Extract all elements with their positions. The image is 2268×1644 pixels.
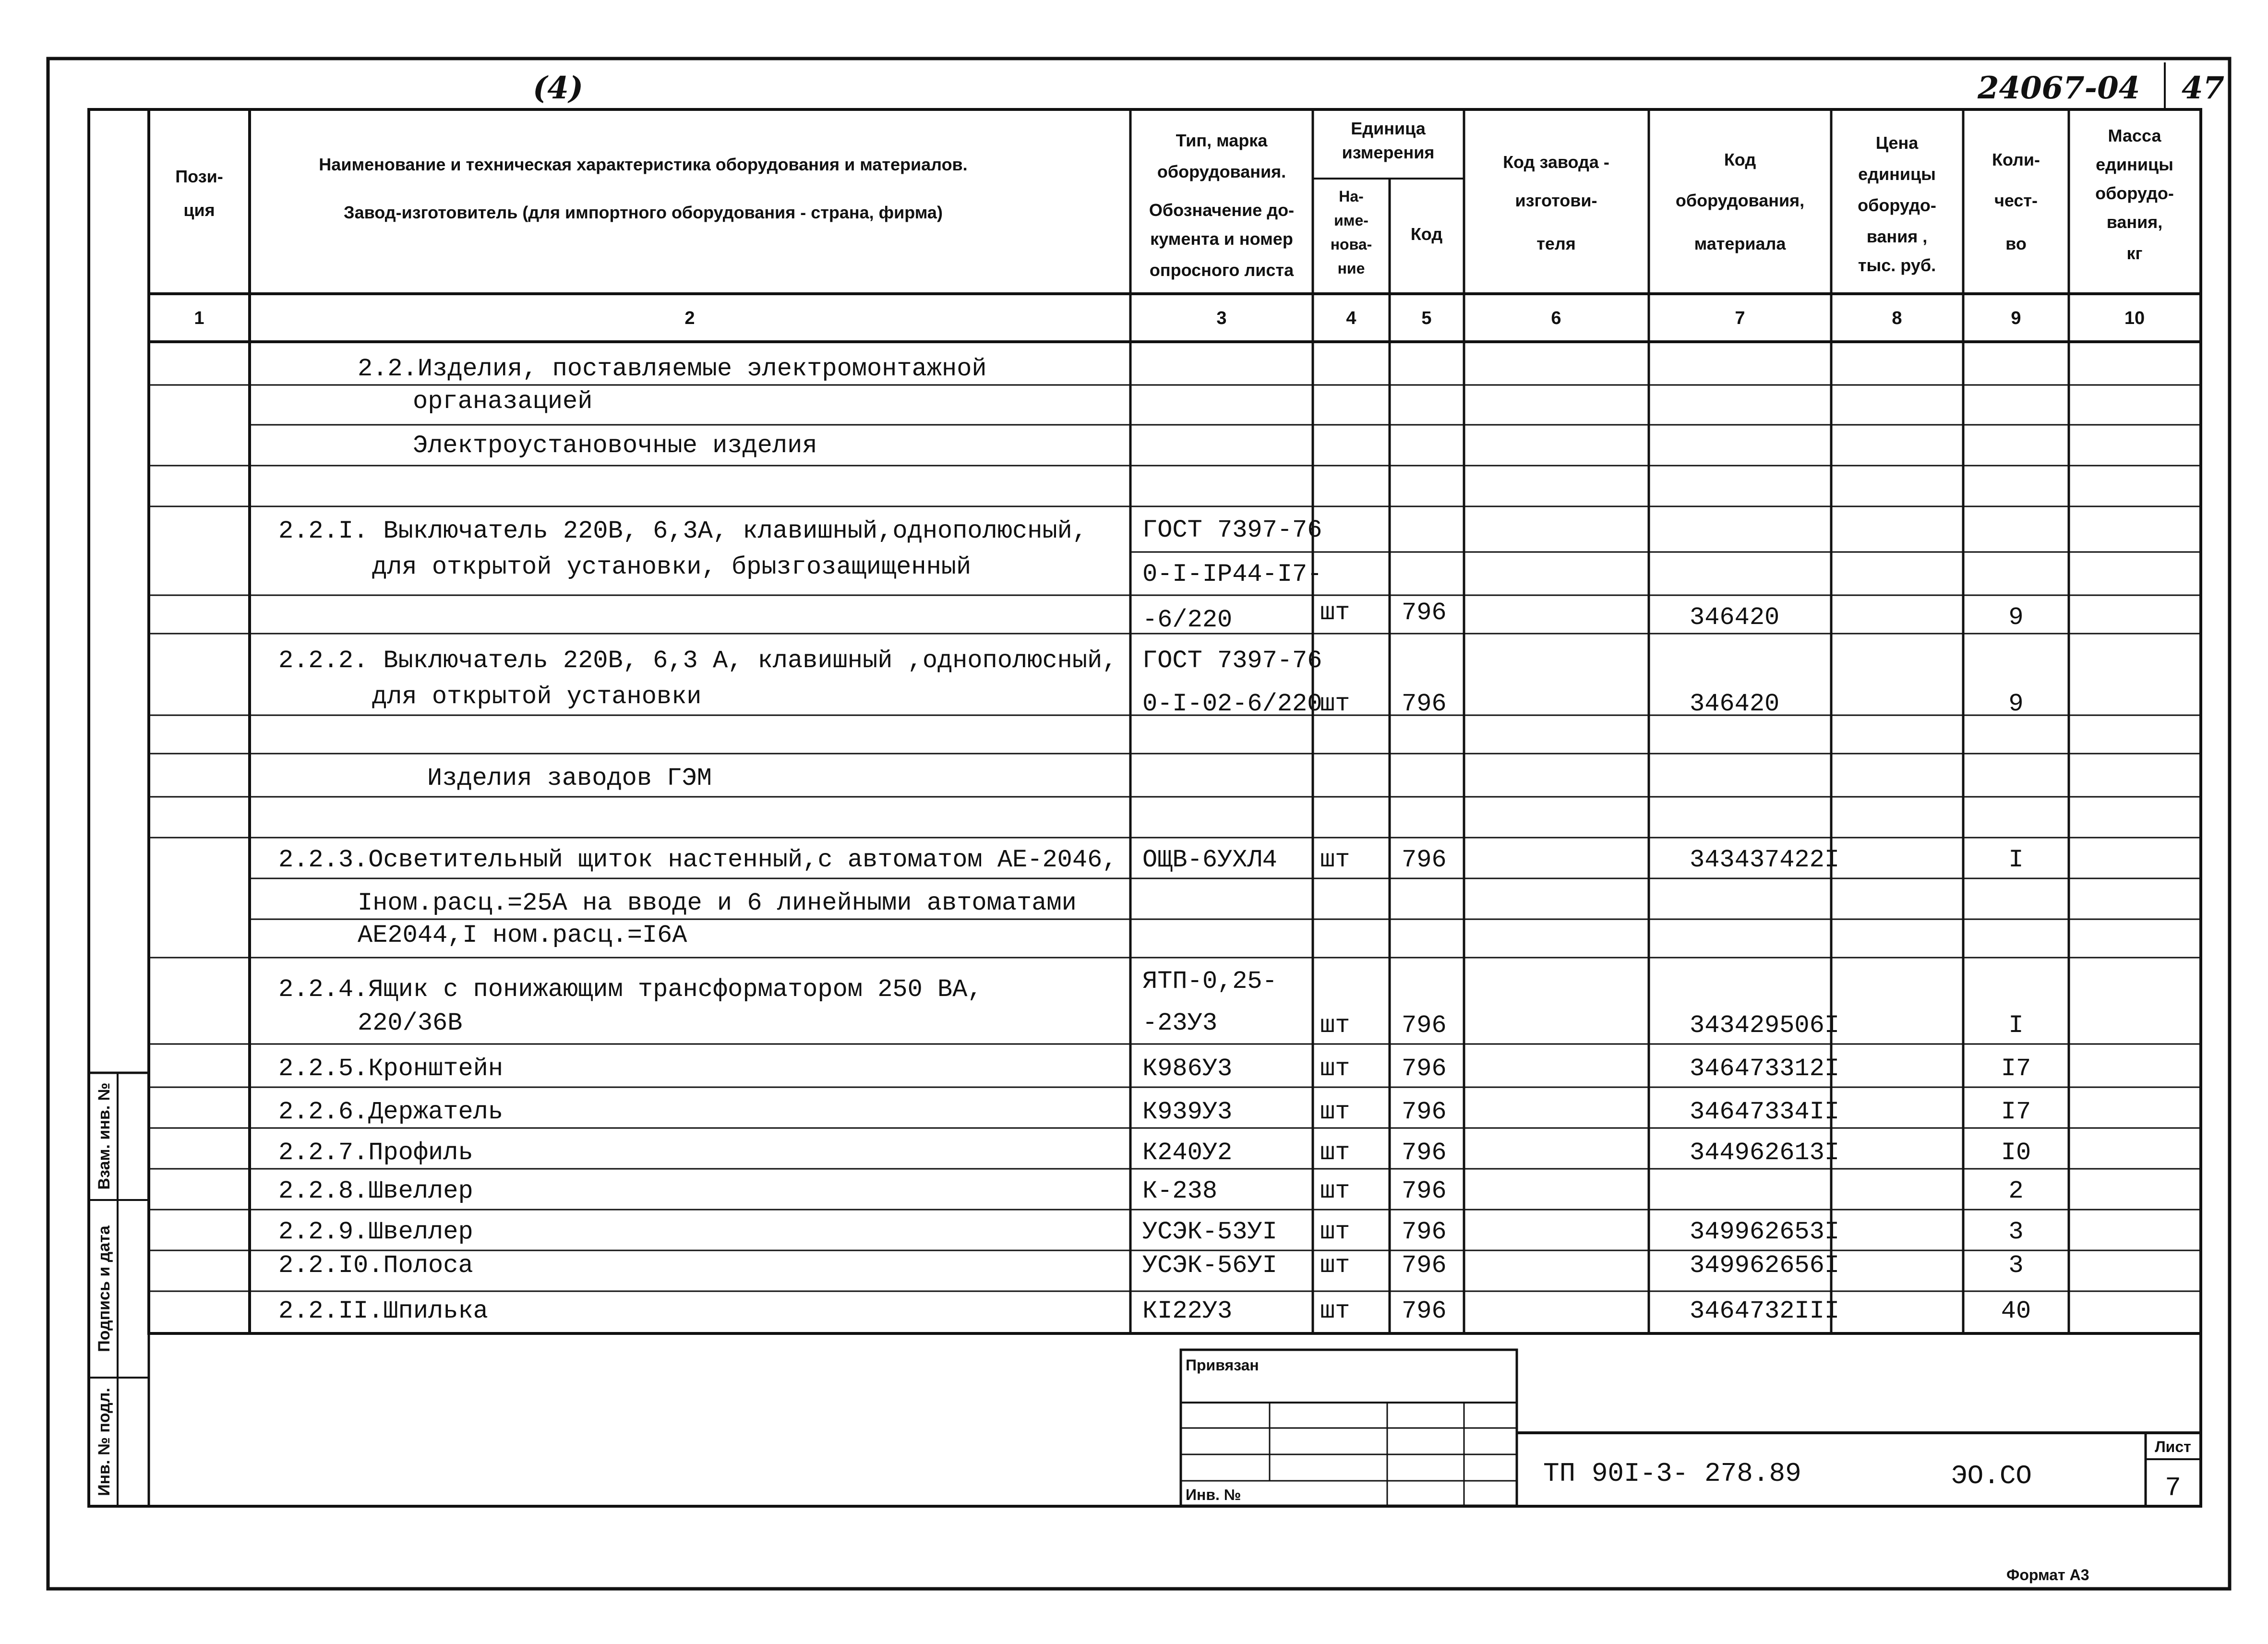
row-unit: шт [1320, 1139, 1350, 1167]
row-type: 0-I-IP44-I7- [1142, 560, 1322, 588]
header-factory-2: изготови- [1515, 191, 1597, 210]
row-name: 2.2.5.Кронштейн [278, 1055, 504, 1083]
row-qty: I [2008, 846, 2024, 874]
row-type: К-238 [1142, 1177, 1218, 1205]
header-mass-4: вания, [2106, 212, 2163, 232]
header-price-2: единицы [1858, 164, 1936, 184]
header-name-2: Завод-изготовитель (для импортного оборудования - страна, фирма) [344, 203, 943, 222]
col-number: 5 [1421, 308, 1432, 328]
row-unit: шт [1320, 690, 1350, 718]
sheet-label: Лист [2155, 1438, 2191, 1455]
row-type: 0-I-02-6/220 [1142, 690, 1322, 718]
row-name: 2.2.3.Осветительный щиток настенный,с автоматом АЕ-2046, [278, 846, 1117, 874]
row-name: для открытой установки, брызгозащищенный [372, 553, 972, 581]
row-unit-code: 796 [1402, 1177, 1447, 1205]
col-number: 9 [2011, 308, 2021, 328]
row-type: К240У2 [1142, 1139, 1233, 1167]
header-unit-group-1: Единица [1351, 119, 1426, 138]
row-qty: I7 [2001, 1055, 2031, 1083]
header-unit-code: Код [1410, 224, 1443, 244]
row-type: -6/220 [1142, 606, 1233, 634]
stamp-inv-label: Инв. № [1186, 1486, 1241, 1503]
row-name: АЕ2044,I ном.расц.=I6А [358, 921, 687, 949]
col-number: 7 [1735, 308, 1745, 328]
row-code: 343429506I [1690, 1011, 1840, 1040]
section-code: ЭО.СО [1951, 1461, 2032, 1491]
row-unit-code: 796 [1402, 1055, 1447, 1083]
header-unit-name-2: име- [1334, 212, 1368, 229]
row-name: органазацией [413, 387, 593, 416]
header-price-4: вания , [1866, 227, 1928, 246]
row-type: К986У3 [1142, 1055, 1233, 1083]
col-number: 2 [684, 308, 695, 328]
header-unit-name-4: ние [1337, 260, 1365, 277]
col-number: 10 [2124, 308, 2145, 328]
header-factory-3: теля [1536, 234, 1576, 253]
header-type-3: Обозначение до- [1149, 200, 1295, 220]
format-label: Формат А3 [2006, 1566, 2089, 1584]
stamp-bound-label: Привязан [1186, 1356, 1259, 1374]
row-name: 220/36В [358, 1009, 463, 1037]
row-qty: I [2008, 1011, 2024, 1040]
sheet-number: 7 [2165, 1473, 2181, 1503]
header-qty-1: Коли- [1992, 150, 2040, 169]
row-unit: шт [1320, 1297, 1350, 1325]
header-type-2: оборудования. [1157, 162, 1286, 181]
row-name: Электроустановочные изделия [413, 432, 817, 460]
row-code: 346473312I [1690, 1055, 1840, 1083]
col-number: 1 [194, 308, 204, 328]
side-stamp-replace-inv: Взам. инв. № [95, 1082, 113, 1190]
header-equip-code-2: оборудования, [1675, 191, 1805, 210]
row-unit-code: 796 [1402, 846, 1447, 874]
row-name: Изделия заводов ГЭМ [427, 764, 712, 792]
row-unit-code: 796 [1402, 1218, 1447, 1246]
document-designation: ТП 90I-3- 278.89 [1543, 1458, 1801, 1489]
col-number: 4 [1346, 308, 1356, 328]
row-unit: шт [1320, 846, 1350, 874]
row-qty: I7 [2001, 1098, 2031, 1126]
row-name: 2.2.8.Швеллер [278, 1177, 473, 1205]
header-price-1: Цена [1875, 133, 1919, 153]
row-name: 2.2.4.Ящик с понижающим трансформатором 250 ВА, [278, 975, 983, 1004]
row-qty: 9 [2008, 690, 2024, 718]
title-block [1181, 1350, 2201, 1506]
header-price-3: оборудо- [1858, 195, 1936, 215]
row-unit-code: 796 [1402, 1011, 1447, 1040]
header-type-5: опросного листа [1149, 260, 1294, 280]
header-mass-2: единицы [2096, 155, 2173, 174]
col-number: 6 [1551, 308, 1561, 328]
row-code: 346420 [1690, 603, 1780, 632]
row-unit-code: 796 [1402, 1251, 1447, 1280]
row-qty: 40 [2001, 1297, 2031, 1325]
row-unit-code: 796 [1402, 599, 1447, 627]
header-equip-code-3: материала [1694, 234, 1786, 253]
header-factory-1: Код завода - [1503, 152, 1609, 172]
row-qty: 9 [2008, 603, 2024, 632]
row-unit: шт [1320, 1098, 1350, 1126]
row-qty: I0 [2001, 1139, 2031, 1167]
sheet-corner-number: 47 [2182, 70, 2225, 106]
row-name: 2.2.I0.Полоса [278, 1251, 473, 1280]
row-code: 34647334II [1690, 1098, 1840, 1126]
row-type: ОЩВ-6УХЛ4 [1142, 846, 1277, 874]
row-type: ГОСТ 7397-76 [1142, 647, 1322, 675]
side-stamp-original-inv: Инв. № подл. [95, 1388, 113, 1496]
row-type: УСЭК-53УI [1142, 1218, 1277, 1246]
header-unit-group-2: измерения [1342, 143, 1435, 162]
row-code: 349962656I [1690, 1251, 1840, 1280]
row-qty: 2 [2008, 1177, 2024, 1205]
header-price-5: тыс. руб. [1858, 255, 1936, 275]
header-mass-1: Масса [2108, 126, 2161, 145]
table-body [278, 355, 2031, 1325]
row-type: -23У3 [1142, 1009, 1218, 1037]
document-code: 24067-04 [1978, 70, 2140, 106]
row-name: для открытой установки [372, 683, 702, 711]
row-code: 3464732III [1690, 1297, 1840, 1325]
side-stamp-signature-date: Подпись и дата [95, 1225, 113, 1352]
header-qty-2: чест- [1994, 191, 2038, 210]
header-unit-name-3: нова- [1330, 236, 1372, 253]
row-name: 2.2.6.Держатель [278, 1098, 504, 1126]
row-type: ГОСТ 7397-76 [1142, 516, 1322, 544]
row-unit: шт [1320, 1251, 1350, 1280]
row-unit: шт [1320, 1011, 1350, 1040]
row-unit-code: 796 [1402, 690, 1447, 718]
row-name: 2.2.II.Шпилька [278, 1297, 488, 1325]
row-unit-code: 796 [1402, 1297, 1447, 1325]
header-mass-3: оборудо- [2095, 183, 2174, 203]
row-type: К939У3 [1142, 1098, 1233, 1126]
header-type-4: кумента и номер [1150, 229, 1293, 249]
header-type-1: Тип, марка [1176, 131, 1268, 150]
row-code: 343437422I [1690, 846, 1840, 874]
row-name: 2.2.9.Швеллер [278, 1218, 473, 1246]
column-numbers [194, 308, 2145, 328]
row-qty: 3 [2008, 1251, 2024, 1280]
position-marker: (4) [533, 70, 584, 106]
row-qty: 3 [2008, 1218, 2024, 1246]
row-name: 2.2.Изделия, поставляемые электромонтажной [358, 355, 987, 383]
row-unit: шт [1320, 1055, 1350, 1083]
row-name: 2.2.I. Выключатель 220В, 6,3А, клавишный,однополюсный, [278, 517, 1088, 545]
side-stamp [89, 1073, 149, 1506]
row-type: КI22У3 [1142, 1297, 1233, 1325]
outer-frame [48, 59, 2230, 1589]
header-unit-name-1: На- [1339, 188, 1364, 205]
row-type: УСЭК-56УI [1142, 1251, 1277, 1280]
header-equip-code-1: Код [1724, 150, 1756, 169]
header-pos-1: Пози- [175, 167, 223, 186]
row-type: ЯТП-0,25- [1142, 967, 1277, 996]
row-code: 346420 [1690, 690, 1780, 718]
row-name: Iном.расц.=25А на вводе и 6 линейными автоматами [358, 889, 1077, 917]
header-qty-3: во [2005, 234, 2027, 253]
row-unit-code: 796 [1402, 1098, 1447, 1126]
row-unit: шт [1320, 1177, 1350, 1205]
header-name-1: Наименование и техническая характеристика оборудования и материалов. [319, 155, 968, 174]
header-mass-5: кг [2126, 243, 2143, 263]
column-headers [175, 119, 2174, 280]
row-name: 2.2.7.Профиль [278, 1139, 473, 1167]
row-code: 349962653I [1690, 1218, 1840, 1246]
row-unit: шт [1320, 599, 1350, 627]
col-number: 8 [1892, 308, 1902, 328]
header-pos-2: ция [183, 200, 215, 220]
row-unit: шт [1320, 1218, 1350, 1246]
row-unit-code: 796 [1402, 1139, 1447, 1167]
col-number: 3 [1216, 308, 1227, 328]
row-code: 344962613I [1690, 1139, 1840, 1167]
row-name: 2.2.2. Выключатель 220В, 6,3 А, клавишный ,однополюсный, [278, 647, 1117, 675]
